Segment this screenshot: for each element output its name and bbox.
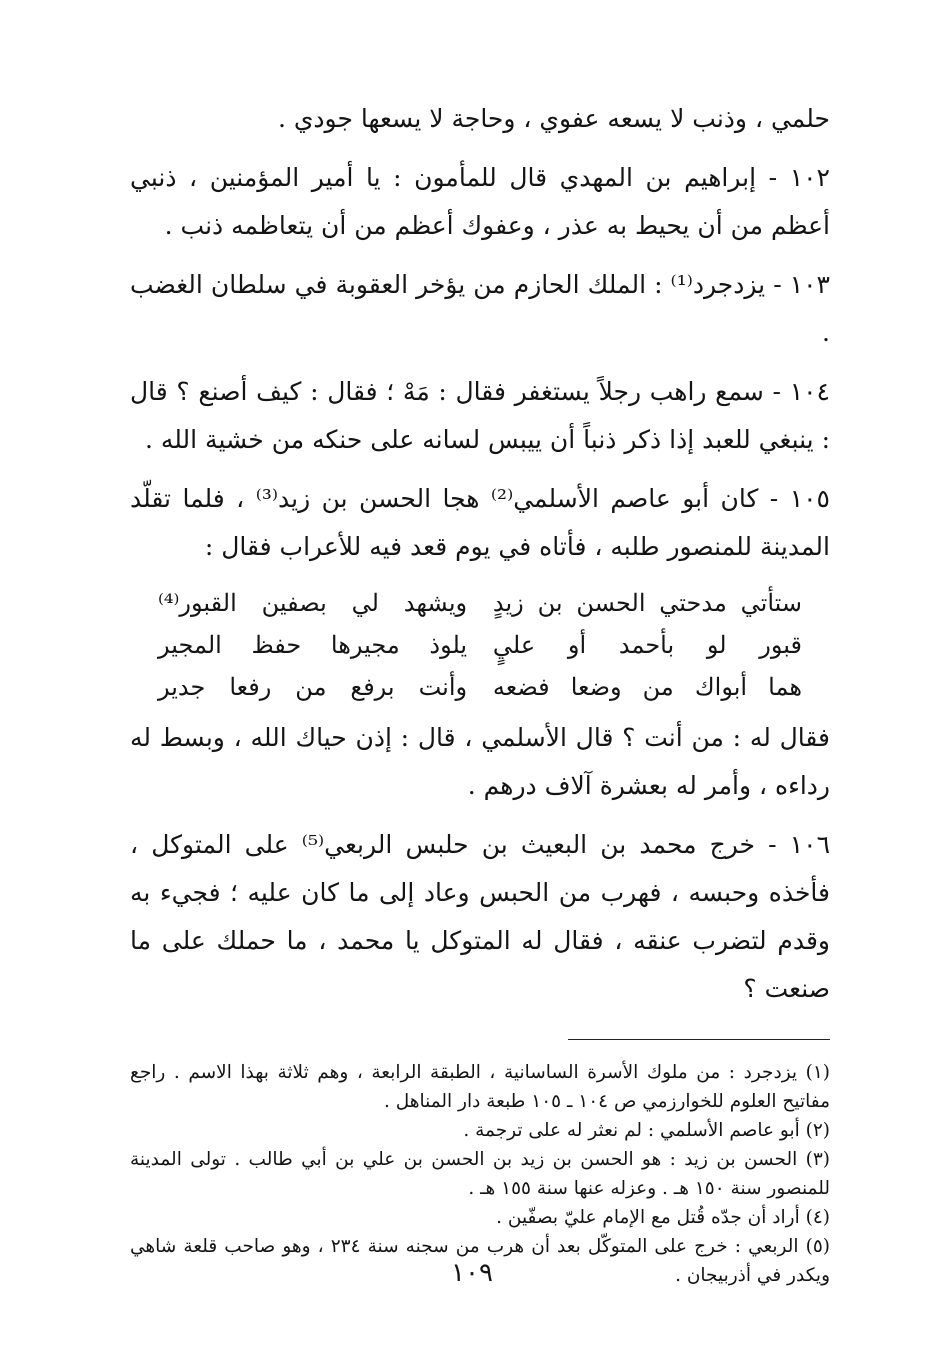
verse-first-hemistich: قبور لو بأحمد أو عليٍ — [492, 631, 802, 659]
verse-first-hemistich: هما أبواك من وضعا فضعه — [492, 673, 802, 701]
paragraph-105-continuation: فقال له : من أنت ؟ قال الأسلمي ، قال : إذن حياك الله ، وبسط له رداءه ، وأمر له بعشرة آلاف درهم . — [130, 723, 830, 800]
page-number: ١٠٩ — [451, 1258, 493, 1288]
page-body — [130, 95, 830, 1290]
footnote-3: (٣) الحسن بن زيد : هو الحسن بن زيد بن الحسن بن علي بن أبي طالب . تولى المدينة للمنصور سنة ١٥٠ هـ . وعزله عنها سنة ١٥٥ هـ . — [130, 1149, 830, 1199]
paragraph-104: ١٠٤ - سمع راهب رجلاً يستغفر فقال : مَهْ ؛ فقال : كيف أصنع ؟ قال : ينبغي للعبد إذا ذكر ذنباً أن ييبس لسانه على حنكه من خشية الله . — [130, 377, 830, 454]
footnote-5: (٥) الربعي : خرج على المتوكّل بعد أن هرب من سجنه سنة ٢٣٤ ، وهو صاحب قلعة شاهي ويكدر في أذربيجان . — [130, 1236, 830, 1286]
footnote-2: (٢) أبو عاصم الأسلمي : لم نعثر له على ترجمة . — [463, 1120, 830, 1141]
poem-verse — [130, 582, 830, 624]
verse-second-hemistich: يلوذ مجيرها حفظ المجير — [158, 631, 468, 659]
paragraph-continuation: حلمي ، وذنب لا يسعه عفوي ، وحاجة لا يسعها جودي . — [277, 104, 830, 133]
poem — [130, 582, 830, 708]
paragraph-105: ١٠٥ - كان أبو عاصم الأسلمي⁽²⁾ هجا الحسن بن زيد⁽³⁾ ، فلما تقلّد المدينة للمنصور طلبه ، فأتاه في يوم قعد فيه للأعراب فقال : — [130, 484, 830, 561]
poem-verse — [130, 666, 830, 708]
footnote-4: (٤) أراد أن جدّه قُتل مع الإمام عليّ بصفّين . — [496, 1207, 830, 1228]
footnote-divider — [568, 1039, 830, 1040]
footnote-1: (١) يزدجرد : من ملوك الأسرة الساسانية ، الطبقة الرابعة ، وهم ثلاثة بهذا الاسم . راجع مفاتيح العلوم للخوارزمي ص ١٠٤ ـ ١٠٥ طبعة دار المناهل . — [130, 1062, 830, 1112]
verse-second-hemistich: ويشهد لي بصفين القبور⁽⁴⁾ — [158, 589, 468, 617]
paragraph-103: ١٠٣ - يزدجرد⁽¹⁾ : الملك الحازم من يؤخر العقوبة في سلطان الغضب . — [130, 270, 830, 347]
poem-verse — [130, 624, 830, 666]
footnotes — [130, 1058, 830, 1290]
verse-first-hemistich: ستأتي مدحتي الحسن بن زيدٍ — [492, 589, 802, 617]
paragraph-106: ١٠٦ - خرج محمد بن البعيث بن حلبس الربعي⁽⁵⁾ على المتوكل ، فأخذه وحبسه ، فهرب من الحبس وعاد إلى ما كان عليه ؛ فجيء به وقدم لتضرب عنقه ، فقال له المتوكل يا محمد ، ما حملك على ما صنعت ؟ — [130, 830, 831, 1003]
paragraph-102: ١٠٢ - إبراهيم بن المهدي قال للمأمون : يا أمير المؤمنين ، ذنبي أعظم من أن يحيط به عذر ، وعفوك أعظم من أن يتعاظمه ذنب . — [130, 163, 830, 240]
verse-second-hemistich: وأنت برفع من رفعا جدير — [158, 673, 468, 701]
